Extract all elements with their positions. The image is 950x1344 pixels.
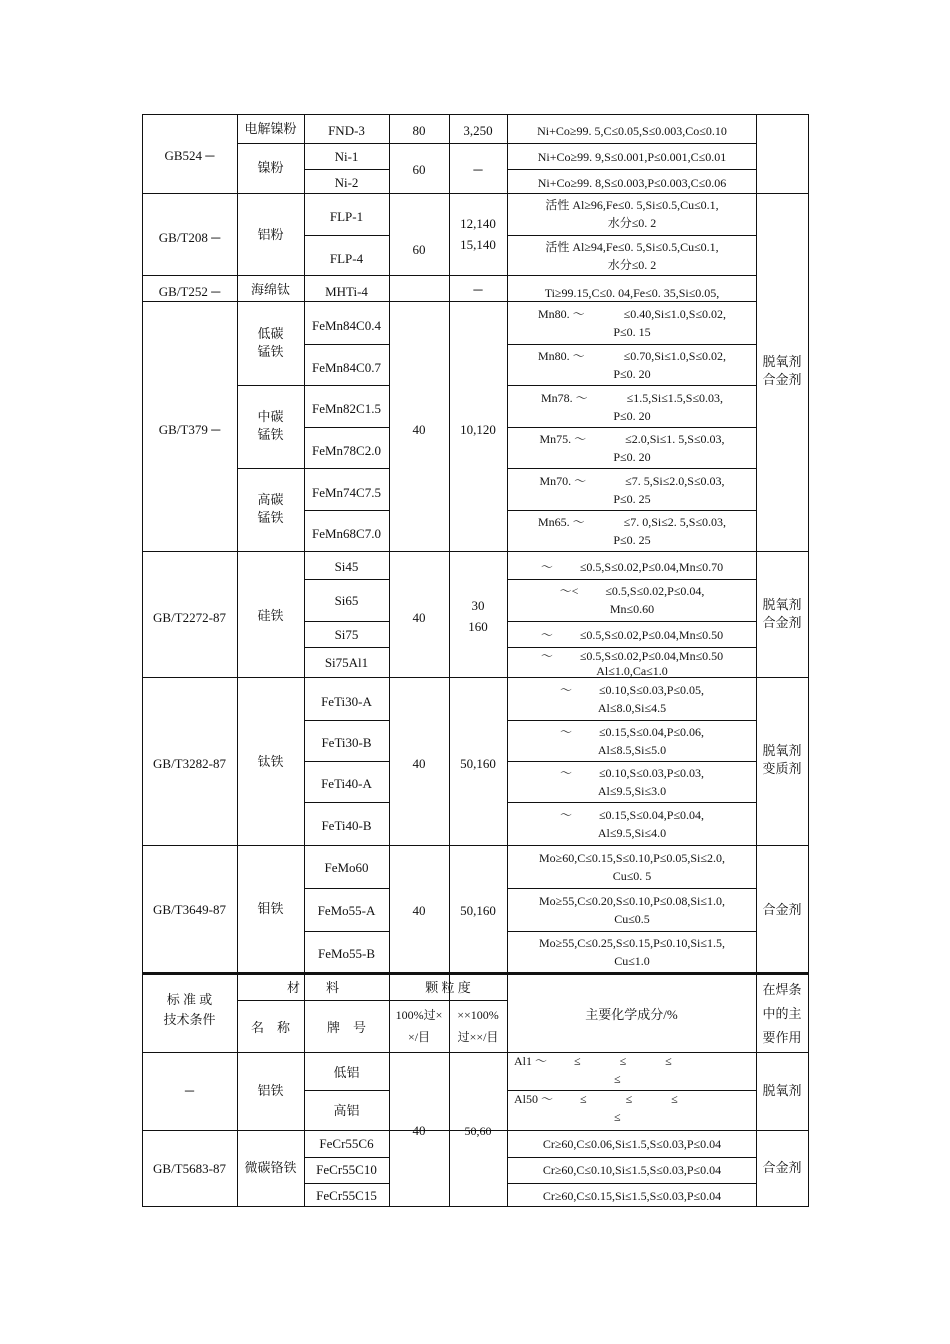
material-name: 电解镍粉	[244, 121, 297, 136]
row-line	[507, 1157, 756, 1158]
grade-cell: 高铝	[333, 1103, 360, 1118]
granularity-pass: 60	[412, 242, 426, 257]
row-line	[304, 888, 389, 889]
composition-cell: Ti≥99.15,C≤0. 04,Fe≤0. 35,Si≤0.05,	[544, 286, 720, 300]
header-rule-top	[142, 972, 809, 975]
standard-cell: GB/T252 ─	[158, 284, 221, 299]
standard-cell: GB/T208 ─	[158, 230, 221, 245]
header-over: ××100% 过××/目	[457, 1008, 499, 1044]
row-line	[142, 275, 756, 276]
header-role: 在焊条 中的主 要作用	[762, 982, 802, 1045]
granularity-over: 30 160	[468, 598, 488, 634]
row-line	[142, 845, 809, 846]
composition-cell: ～ ≤0.15,S≤0.04,P≤0.06, Al≤8.5,Si≤5.0	[559, 725, 705, 757]
composition-cell: Al1 ～ ≤ ≤ ≤ ≤	[514, 1054, 672, 1086]
composition-cell: Cr≥60,C≤0.15,Si≤1.5,S≤0.03,P≤0.04	[542, 1189, 722, 1203]
granularity-pass: 80	[412, 123, 426, 138]
granularity-pass: 60	[412, 162, 426, 177]
standard-cell: ─	[184, 1083, 195, 1098]
row-line	[304, 235, 389, 236]
composition-cell: 活性 Al≥94,Fe≤0. 5,Si≤0.5,Cu≤0.1, 水分≤0. 2	[545, 240, 719, 272]
row-line	[304, 510, 389, 511]
composition-cell: Ni+Co≥99. 5,C≤0.05,S≤0.003,Co≤0.10	[537, 124, 727, 138]
standard-cell: GB/T379 ─	[158, 422, 221, 437]
row-line	[507, 888, 756, 889]
row-line	[237, 1000, 507, 1001]
grade-cell: FeMo60	[324, 860, 369, 875]
granularity-over: 12,140 15,140	[460, 216, 496, 252]
role-cell: 脱氧剂 合金剂	[762, 597, 802, 630]
grade-cell: FLP-4	[329, 251, 364, 266]
row-line	[507, 427, 756, 428]
material-name: 铝铁	[257, 1083, 284, 1098]
grade-cell: MHTi-4	[325, 284, 368, 299]
standard-cell: GB524 ─	[164, 148, 215, 163]
row-line	[304, 647, 389, 648]
col-line-0	[142, 114, 143, 1207]
col-line-7	[808, 114, 809, 1207]
grade-cell: FeMn82C1.5	[312, 401, 381, 416]
role-cell: 脱氧剂	[762, 1083, 802, 1098]
granularity-over: ─	[473, 282, 483, 297]
composition-cell: Mo≥55,C≤0.25,S≤0.15,P≤0.10,Si≤1.5, Cu≤1.0	[539, 936, 725, 968]
row-line	[304, 802, 389, 803]
composition-cell: Cr≥60,C≤0.10,Si≤1.5,S≤0.03,P≤0.04	[542, 1163, 722, 1177]
row-line	[304, 344, 389, 345]
grade-cell: FeTi30-B	[321, 735, 372, 750]
grade-cell: FeMn68C7.0	[312, 526, 381, 541]
row-line	[507, 344, 756, 345]
row-line	[507, 802, 756, 803]
grade-cell: FeMo55-A	[317, 903, 376, 918]
composition-cell: ～ ≤0.5,S≤0.02,P≤0.04,Mn≤0.70	[540, 560, 724, 574]
row-line	[304, 1090, 389, 1091]
row-line	[304, 720, 389, 721]
grade-cell: FeTi40-B	[321, 818, 372, 833]
granularity-pass: 40	[412, 756, 426, 771]
row-line	[304, 579, 389, 580]
header-grade: 牌 号	[326, 1020, 366, 1035]
material-name: 微碳铬铁	[244, 1160, 297, 1175]
composition-cell: Mn78. ～ ≤1.5,Si≤1.5,S≤0.03, P≤0. 20	[540, 391, 724, 423]
row-line	[507, 385, 756, 386]
composition-cell: Al50 ～ ≤ ≤ ≤ ≤	[514, 1092, 678, 1124]
header-material: 材 料	[286, 980, 339, 995]
material-name: 镍粉	[257, 160, 284, 175]
header-pass: 100%过× ×/目	[395, 1008, 443, 1044]
composition-cell: Mn80. ～ ≤0.70,Si≤1.0,S≤0.02, P≤0. 20	[537, 349, 727, 381]
row-line	[507, 510, 756, 511]
composition-cell: Mn65. ～ ≤7. 0,Si≤2. 5,S≤0.03, P≤0. 25	[537, 515, 727, 547]
grade-cell: FeTi40-A	[321, 776, 372, 791]
row-line	[507, 1183, 756, 1184]
header-granularity: 颗 粒 度	[425, 980, 471, 995]
role-cell: 脱氧剂 变质剂	[762, 743, 802, 776]
grade-cell: Si45	[334, 559, 359, 574]
row-line	[507, 235, 756, 236]
composition-cell: ～< ≤0.5,S≤0.02,P≤0.04, Mn≤0.60	[559, 584, 705, 616]
grade-cell: Ni-2	[334, 175, 359, 190]
composition-cell: ～ ≤0.15,S≤0.04,P≤0.04, Al≤9.5,Si≤4.0	[559, 808, 705, 840]
granularity-pass: 40	[412, 903, 426, 918]
row-line	[507, 468, 756, 469]
grade-cell: FeMn84C0.4	[312, 318, 381, 333]
granularity-over: 50,160	[460, 756, 496, 771]
composition-cell: Ni+Co≥99. 8,S≤0.003,P≤0.003,C≤0.06	[537, 176, 727, 190]
grade-cell: FLP-1	[329, 209, 364, 224]
row-line	[507, 761, 756, 762]
material-name: 中碳 锰铁	[257, 409, 284, 442]
granularity-pass: 40	[412, 422, 426, 437]
role-cell: 合金剂	[762, 1160, 802, 1175]
standard-cell: GB/T3282-87	[153, 756, 226, 771]
header-standard: 标 准 或 技术条件	[163, 992, 216, 1027]
composition-cell: ～ ≤0.10,S≤0.03,P≤0.03, Al≤9.5,Si≤3.0	[559, 766, 705, 798]
grade-cell: FeMo55-B	[317, 946, 376, 961]
row-line	[304, 761, 389, 762]
granularity-over: ─	[473, 162, 483, 177]
composition-cell: ～ ≤0.5,S≤0.02,P≤0.04,Mn≤0.50	[540, 628, 724, 642]
row-line	[304, 931, 389, 932]
row-line	[237, 385, 389, 386]
row-line	[237, 468, 389, 469]
composition-cell: Mn70. ～ ≤7. 5,Si≤2.0,S≤0.03, P≤0. 25	[539, 474, 725, 506]
row-line-top	[142, 114, 809, 115]
composition-cell: Mo≥60,C≤0.15,S≤0.10,P≤0.05,Si≤2.0, Cu≤0. 5	[539, 851, 725, 883]
row-line	[507, 169, 756, 170]
granularity-over: 50,160	[460, 903, 496, 918]
grade-cell: Si75	[334, 627, 359, 642]
grade-cell: FeTi30-A	[321, 694, 372, 709]
row-line	[304, 621, 389, 622]
composition-cell: Ni+Co≥99. 9,S≤0.001,P≤0.001,C≤0.01	[537, 150, 727, 164]
grade-cell: 低铝	[333, 1065, 360, 1080]
material-name: 海绵钛	[250, 282, 290, 297]
material-name: 铝粉	[257, 227, 284, 242]
standard-cell: GB/T5683-87	[153, 1161, 226, 1176]
composition-cell: Mo≥55,C≤0.20,S≤0.10,P≤0.08,Si≤1.0, Cu≤0.5	[539, 894, 725, 926]
grade-cell: Ni-1	[334, 149, 359, 164]
row-line	[304, 427, 389, 428]
material-name: 低碳 锰铁	[257, 326, 284, 359]
role-cell: 脱氧剂 合金剂	[762, 354, 802, 387]
composition-cell: ～ ≤0.10,S≤0.03,P≤0.05, Al≤8.0,Si≤4.5	[559, 683, 705, 715]
granularity-pass: 40	[412, 1123, 426, 1138]
grade-cell: FeCr55C15	[316, 1188, 377, 1203]
row-line	[237, 143, 756, 144]
grade-cell: Si65	[334, 593, 359, 608]
granularity-over: 10,120	[460, 422, 496, 437]
grade-cell: FeCr55C10	[316, 1162, 377, 1177]
composition-cell: Mn75. ～ ≤2.0,Si≤1. 5,S≤0.03, P≤0. 20	[539, 432, 725, 464]
composition-cell: Cr≥60,C≤0.06,Si≤1.5,S≤0.03,P≤0.04	[542, 1137, 722, 1151]
granularity-pass: 40	[412, 610, 426, 625]
granularity-over: 50,60	[464, 1124, 492, 1138]
material-name: 硅铁	[257, 608, 284, 623]
grade-cell: FND-3	[328, 123, 365, 138]
grade-cell: FeMn74C7.5	[312, 485, 381, 500]
header-composition: 主要化学成分/%	[585, 1007, 678, 1022]
composition-cell: ～ ≤0.5,S≤0.02,P≤0.04,Mn≤0.50 Al≤1.0,Ca≤1.0	[540, 649, 724, 678]
row-line	[304, 169, 389, 170]
grade-cell: FeMn78C2.0	[312, 443, 381, 458]
material-name: 高碳 锰铁	[257, 492, 284, 525]
granularity-over: 3,250	[463, 123, 493, 138]
grade-cell: FeCr55C6	[319, 1136, 374, 1151]
grade-cell: Si75Al1	[324, 655, 369, 670]
composition-cell: Mn80. ～ ≤0.40,Si≤1.0,S≤0.02, P≤0. 15	[537, 307, 727, 339]
row-line	[507, 720, 756, 721]
row-line	[142, 551, 809, 552]
material-name: 钼铁	[257, 901, 284, 916]
role-cell: 合金剂	[762, 902, 802, 917]
material-name: 钛铁	[257, 754, 284, 769]
header-name: 名 称	[250, 1020, 290, 1035]
standard-cell: GB/T3649-87	[153, 902, 226, 917]
row-line	[507, 621, 756, 622]
row-line	[507, 931, 756, 932]
grade-cell: FeMn84C0.7	[312, 360, 381, 375]
composition-cell: 活性 Al≥96,Fe≤0. 5,Si≤0.5,Cu≤0.1, 水分≤0. 2	[545, 198, 719, 230]
standard-cell: GB/T2272-87	[153, 610, 226, 625]
